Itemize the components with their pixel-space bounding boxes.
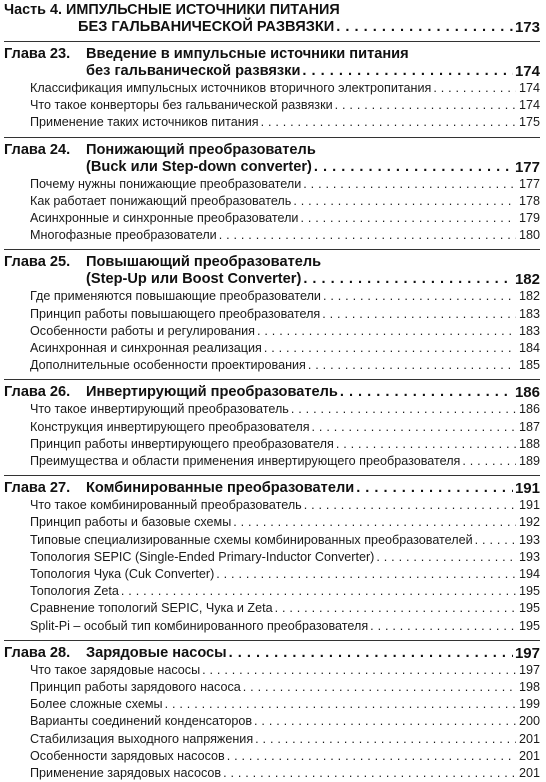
- chapter-page: 177: [514, 158, 540, 176]
- toc-entry-page: 193: [518, 549, 540, 564]
- toc-entry-title: Более сложные схемы: [30, 697, 163, 712]
- toc-entry[interactable]: [30, 514, 540, 531]
- toc-entry-title: Особенности работы и регулирования: [30, 323, 256, 338]
- toc-entry-page: 184: [518, 341, 540, 356]
- chapter-title-cont: без гальванической развязки: [86, 63, 301, 79]
- toc-entry-page: 195: [518, 584, 540, 599]
- toc-entry-title: Что такое комбинированный преобразователь: [30, 498, 302, 513]
- leader-dots: [223, 765, 516, 782]
- leader-dots: [308, 357, 516, 374]
- part-heading: [4, 2, 540, 36]
- toc-entry[interactable]: [30, 618, 540, 635]
- section-list: [4, 288, 540, 374]
- toc-entry-title: Почему нужны понижающие преобразователи: [30, 176, 302, 191]
- toc-entry-page: 186: [518, 402, 540, 417]
- toc-entry-title: Варианты соединений конденсаторов: [30, 714, 253, 729]
- section-list: [4, 662, 540, 782]
- leader-dots: [255, 731, 516, 748]
- toc-entry-page: 195: [518, 618, 540, 633]
- toc-entry-page: 180: [518, 228, 540, 243]
- leader-dots: [257, 323, 516, 340]
- leader-dots: [229, 645, 513, 662]
- toc-entry-title: Принцип работы инвертирующего преобразователя: [30, 436, 334, 451]
- toc-entry-page: 177: [518, 176, 540, 191]
- chapter-heading[interactable]: [4, 142, 540, 176]
- toc-entry-title: Где применяются повышающие преобразователи: [30, 289, 321, 304]
- toc-entry-page: 191: [518, 498, 540, 513]
- toc-entry-title: Топология Zeta: [30, 584, 119, 599]
- section-divider: [4, 475, 540, 476]
- part-title: ИМПУЛЬСНЫЕ ИСТОЧНИКИ ПИТАНИЯ: [66, 2, 340, 18]
- toc-entry-page: 201: [518, 748, 540, 763]
- toc-entry-title: Как работает понижающий преобразователь: [30, 193, 292, 208]
- toc-entry-page: 179: [518, 211, 540, 226]
- chapter-title-line1: [4, 46, 540, 63]
- chapter-title-cont: (Buck или Step-down converter): [86, 158, 312, 175]
- toc-entry-page: 187: [518, 419, 540, 434]
- toc-entry[interactable]: [30, 566, 540, 583]
- toc-entry-page: 192: [518, 515, 540, 530]
- leader-dots: [303, 271, 513, 288]
- toc-entry[interactable]: [30, 401, 540, 418]
- chapter-title: Введение в импульсные источники питания: [86, 46, 409, 62]
- toc-entry-page: 198: [518, 680, 540, 695]
- section-list: [4, 401, 540, 470]
- toc-entry-title: Стабилизация выходного напряжения: [30, 731, 254, 746]
- toc-entry-title: Сравнение топологий SEPIC, Чука и Zeta: [30, 601, 273, 616]
- chapter-title-line1: [4, 480, 540, 497]
- toc-entry-page: 193: [518, 532, 540, 547]
- toc-entry-page: 175: [518, 115, 540, 130]
- toc-entry-page: 183: [518, 306, 540, 321]
- leader-dots: [291, 401, 516, 418]
- chapter-page: 182: [514, 271, 540, 289]
- toc-entry-title: Преимущества и области применения инвертирующего преобразователя: [30, 454, 461, 469]
- toc-entry-title: Дополнительные особенности проектирования: [30, 358, 306, 373]
- leader-dots: [376, 549, 516, 566]
- toc-entry[interactable]: [30, 340, 540, 357]
- leader-dots: [233, 514, 516, 531]
- toc-entry-title: Что такое конверторы без гальванической развязки: [30, 98, 333, 113]
- part-title-cont: БЕЗ ГАЛЬВАНИЧЕСКОЙ РАЗВЯЗКИ: [78, 19, 335, 35]
- toc-entry-page: 195: [518, 601, 540, 616]
- toc-entry-page: 182: [518, 289, 540, 304]
- section-list: [4, 176, 540, 245]
- leader-dots: [322, 306, 516, 323]
- chapter-title-line1: [4, 645, 540, 662]
- leader-dots: [219, 227, 516, 244]
- section-divider: [4, 137, 540, 138]
- toc-entry[interactable]: [30, 583, 540, 600]
- chapter-label: Глава 27.: [4, 480, 71, 497]
- chapter-page: 197: [514, 644, 540, 662]
- toc-entry[interactable]: [30, 97, 540, 114]
- toc-entry[interactable]: [30, 193, 540, 210]
- leader-dots: [370, 618, 516, 635]
- chapter-label: Глава 28.: [4, 644, 71, 661]
- chapter-page: 174: [514, 63, 540, 80]
- chapter-title-line2: [4, 271, 540, 288]
- leader-dots: [275, 600, 516, 617]
- leader-dots: [300, 210, 516, 227]
- chapter-page: 191: [514, 480, 540, 498]
- chapter-label: Глава 23.: [4, 46, 71, 62]
- toc-entry-page: 174: [518, 81, 540, 95]
- toc-entry[interactable]: [30, 696, 540, 713]
- toc-entry-title: Что такое инвертирующий преобразователь: [30, 402, 289, 417]
- toc-entry[interactable]: [30, 227, 540, 244]
- chapter-title: Зарядовые насосы: [86, 644, 227, 661]
- toc-entry-title: Топология SEPIC (Single-Ended Primary-Inductor Converter): [30, 549, 375, 564]
- toc-entry[interactable]: [30, 210, 540, 227]
- toc-entry-title: Применение зарядовых насосов: [30, 766, 222, 781]
- toc-entry[interactable]: [30, 288, 540, 305]
- leader-dots: [202, 662, 516, 679]
- leader-dots: [227, 748, 516, 765]
- chapter-title: Понижающий преобразователь: [86, 141, 316, 158]
- section-divider: [4, 640, 540, 641]
- chapter-heading[interactable]: [4, 384, 540, 401]
- toc-entry-title: Асинхронная и синхронная реализация: [30, 341, 262, 356]
- chapter-heading[interactable]: [4, 254, 540, 288]
- toc-entry[interactable]: [30, 497, 540, 514]
- chapter-title-line1: [4, 254, 540, 271]
- toc-entry-title: Принцип работы и базовые схемы: [30, 515, 232, 530]
- toc-entry[interactable]: [30, 600, 540, 617]
- toc-entry-title: Что такое зарядовые насосы: [30, 662, 201, 677]
- leader-dots: [340, 384, 513, 401]
- toc-entry-title: Топология Чука (Cuk Converter): [30, 567, 215, 582]
- section-divider: [4, 41, 540, 42]
- leader-dots: [243, 679, 516, 696]
- leader-dots: [264, 340, 516, 357]
- toc-entry-title: Конструкция инвертирующего преобразователя: [30, 419, 310, 434]
- leader-dots: [335, 97, 516, 114]
- section-divider: [4, 249, 540, 250]
- part-title-line2: [4, 19, 540, 36]
- toc-entry[interactable]: [30, 453, 540, 470]
- chapter-page: 186: [514, 384, 540, 402]
- chapter-label: Глава 26.: [4, 384, 71, 401]
- toc-entry-page: 201: [518, 766, 540, 781]
- chapter-title-line2: [4, 63, 540, 80]
- chapter-title-line1: [4, 142, 540, 159]
- toc-entry[interactable]: [30, 323, 540, 340]
- toc-entry-page: 183: [518, 323, 540, 338]
- leader-dots: [302, 63, 513, 80]
- leader-dots: [121, 583, 516, 600]
- toc-entry-title: Многофазные преобразователи: [30, 228, 217, 243]
- toc-entry-page: 185: [518, 358, 540, 373]
- leader-dots: [216, 566, 516, 583]
- leader-dots: [356, 480, 513, 497]
- part-label: Часть 4.: [4, 2, 63, 18]
- toc-entry[interactable]: [30, 436, 540, 453]
- toc-entry-page: 194: [518, 567, 540, 582]
- chapter-heading[interactable]: [4, 480, 540, 497]
- toc-entry[interactable]: [30, 80, 540, 97]
- chapter-title: Инвертирующий преобразователь: [86, 384, 338, 401]
- toc-entry-page: 188: [518, 436, 540, 451]
- toc-entry[interactable]: [30, 114, 540, 131]
- section-list: [4, 497, 540, 635]
- toc-entry-title: Split-Pi – особый тип комбинированного преобразователя: [30, 618, 369, 633]
- leader-dots: [336, 19, 513, 36]
- toc-entry[interactable]: [30, 713, 540, 730]
- toc-entry-title: Типовые специализированные схемы комбинированных преобразователей: [30, 532, 473, 547]
- toc-entry-title: Принцип работы повышающего преобразователя: [30, 306, 321, 321]
- toc-entry[interactable]: [30, 662, 540, 679]
- chapter-title: Повышающий преобразователь: [86, 254, 322, 271]
- leader-dots: [165, 696, 516, 713]
- table-of-contents: [4, 2, 540, 782]
- toc-entry-title: Классификация импульсных источников вторичного электропитания: [30, 81, 432, 95]
- toc-entry[interactable]: [30, 357, 540, 374]
- leader-dots: [303, 176, 516, 193]
- toc-entry-title: Особенности зарядовых насосов: [30, 748, 225, 763]
- leader-dots: [304, 497, 516, 514]
- leader-dots: [312, 419, 516, 436]
- toc-entry[interactable]: [30, 532, 540, 549]
- part-page: 173: [514, 19, 540, 36]
- chapter-label: Глава 25.: [4, 254, 71, 271]
- leader-dots: [475, 532, 516, 549]
- toc-entry-title: Применение таких источников питания: [30, 115, 259, 130]
- toc-entry-page: 174: [518, 98, 540, 113]
- chapter-list: [4, 41, 540, 782]
- toc-entry[interactable]: [30, 549, 540, 566]
- chapter-title-line2: [4, 159, 540, 176]
- leader-dots: [323, 288, 516, 305]
- toc-entry-title: Асинхронные и синхронные преобразователи: [30, 211, 299, 226]
- toc-entry-page: 199: [518, 697, 540, 712]
- toc-entry-page: 200: [518, 714, 540, 729]
- section-list: [4, 80, 540, 132]
- chapter-title: Комбинированные преобразователи: [86, 480, 355, 497]
- leader-dots: [254, 713, 516, 730]
- toc-entry[interactable]: [30, 748, 540, 765]
- toc-entry[interactable]: [30, 765, 540, 782]
- part-title-line1: [4, 2, 540, 19]
- leader-dots: [433, 80, 516, 97]
- leader-dots: [314, 159, 513, 176]
- chapter-title-line1: [4, 384, 540, 401]
- toc-entry[interactable]: [30, 306, 540, 323]
- toc-entry-page: 201: [518, 731, 540, 746]
- toc-entry-title: Принцип работы зарядового насоса: [30, 680, 241, 695]
- chapter-heading[interactable]: [4, 46, 540, 80]
- chapter-label: Глава 24.: [4, 141, 71, 158]
- toc-entry[interactable]: [30, 176, 540, 193]
- section-divider: [4, 379, 540, 380]
- toc-entry[interactable]: [30, 731, 540, 748]
- toc-entry-page: 189: [518, 454, 540, 469]
- toc-entry-page: 197: [518, 662, 540, 677]
- leader-dots: [293, 193, 516, 210]
- leader-dots: [336, 436, 516, 453]
- toc-entry-page: 178: [518, 193, 540, 208]
- toc-entry[interactable]: [30, 419, 540, 436]
- leader-dots: [261, 114, 516, 131]
- leader-dots: [462, 453, 516, 470]
- chapter-heading[interactable]: [4, 645, 540, 662]
- chapter-title-cont: (Step-Up или Boost Converter): [86, 271, 302, 288]
- toc-entry[interactable]: [30, 679, 540, 696]
